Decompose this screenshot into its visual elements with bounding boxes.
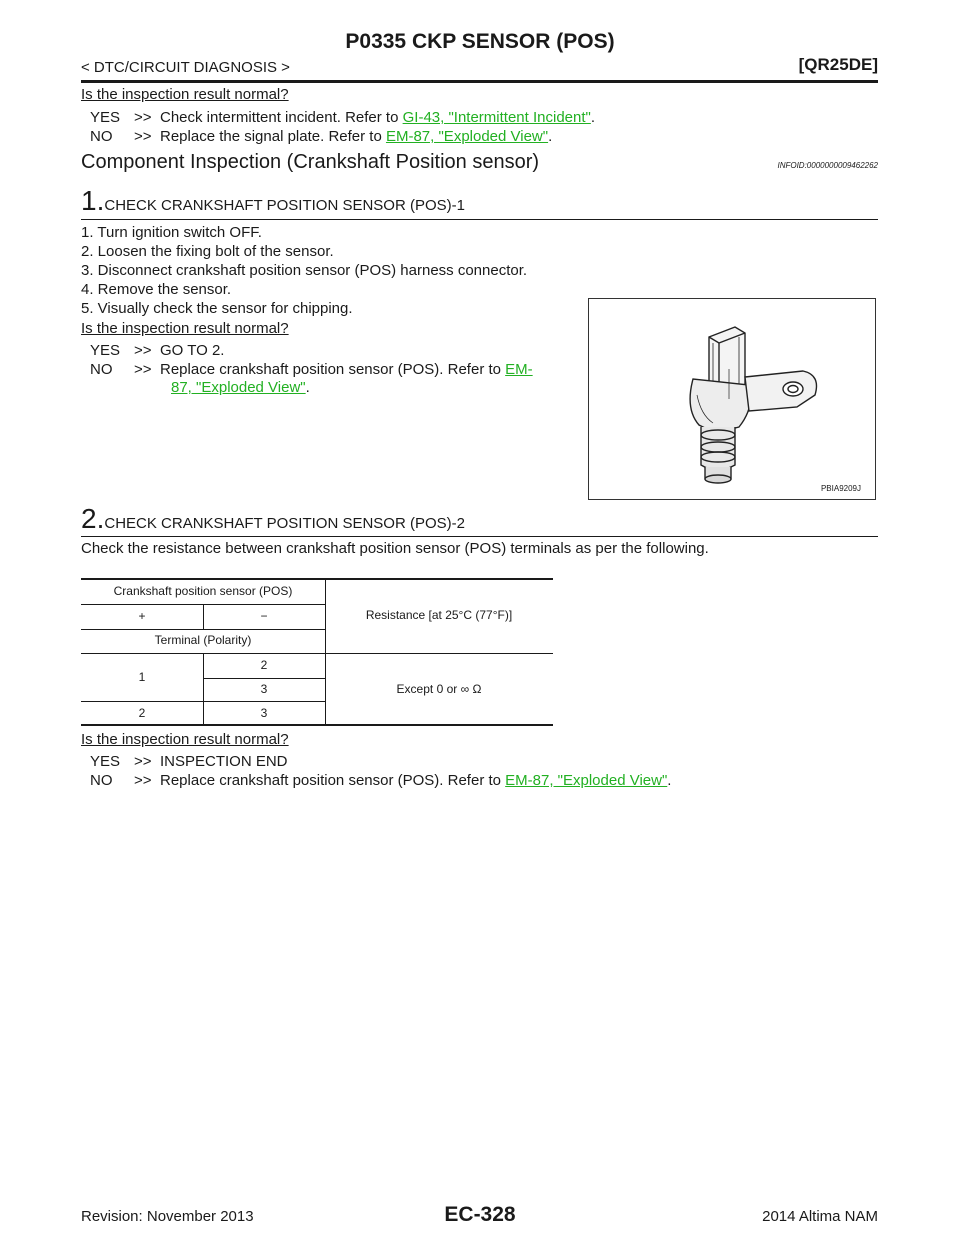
- figure-label: PBIA9209J: [820, 484, 861, 493]
- em-87-link[interactable]: 87, "Exploded View": [171, 379, 306, 396]
- step-number: 1.: [81, 185, 105, 216]
- table-cell-minus: 3: [260, 682, 268, 696]
- step-2-heading: [81, 503, 465, 535]
- step-1-item: 1. Turn ignition switch OFF.: [81, 224, 262, 241]
- breadcrumb: < DTC/CIRCUIT DIAGNOSIS >: [81, 59, 290, 76]
- table-cell-plus: 1: [138, 670, 146, 684]
- period: .: [548, 128, 553, 145]
- resistance-table: [81, 578, 553, 728]
- step-title: CHECK CRANKSHAFT POSITION SENSOR (POS)-2: [104, 515, 465, 532]
- em-87-link[interactable]: EM-87, "Exploded View": [505, 772, 668, 789]
- crankshaft-sensor-illustration: [589, 299, 875, 499]
- table-head-polarity: Terminal (Polarity): [154, 633, 252, 647]
- no-label: NO: [90, 128, 113, 145]
- result-no-line: [90, 128, 552, 145]
- table-head-resistance: Resistance [at 25°C (77°F)]: [365, 608, 513, 622]
- step-1-rule: [81, 219, 878, 220]
- step-1-item: 5. Visually check the sensor for chipping.: [81, 300, 353, 317]
- period: .: [305, 379, 310, 396]
- table-cell-plus: 2: [138, 706, 146, 720]
- footer-revision: Revision: November 2013: [81, 1208, 254, 1225]
- step-title: CHECK CRANKSHAFT POSITION SENSOR (POS)-1: [104, 197, 465, 214]
- step-1-heading: [81, 185, 465, 217]
- arrow: >>: [134, 342, 152, 359]
- step-2-question: Is the inspection result normal?: [81, 731, 289, 748]
- table-head-group: Crankshaft position sensor (POS): [113, 584, 293, 598]
- step-2-yes-line: [90, 753, 288, 770]
- step-2-rule: [81, 536, 878, 537]
- yes-text: GO TO 2.: [160, 342, 225, 359]
- table-cell-minus: 2: [260, 658, 268, 672]
- step-1-no-line: [90, 361, 533, 378]
- em-87-link[interactable]: EM-87, "Exploded View": [385, 128, 549, 145]
- table-cell-resistance: Except 0 or ∞ Ω: [396, 682, 482, 696]
- page-title: P0335 CKP SENSOR (POS): [345, 30, 615, 53]
- yes-label: YES: [90, 753, 121, 770]
- step-2-intro: Check the resistance between crankshaft position sensor (POS) terminals as per the following.: [81, 540, 709, 557]
- no-label: NO: [90, 772, 113, 789]
- arrow: >>: [134, 109, 152, 126]
- info-id: INFOID:0000000009462262: [777, 161, 878, 170]
- table-head-plus: +: [138, 609, 146, 623]
- arrow: >>: [134, 753, 152, 770]
- yes-label: YES: [90, 342, 121, 359]
- step-1-no-cont: [171, 379, 310, 396]
- engine-code: [QR25DE]: [798, 55, 878, 74]
- result-question: Is the inspection result normal?: [81, 86, 289, 103]
- no-text: Replace crankshaft position sensor (POS). Refer to: [160, 361, 506, 378]
- section-title: Component Inspection (Crankshaft Position sensor): [81, 151, 540, 173]
- footer-model: 2014 Altima NAM: [762, 1208, 878, 1225]
- no-text: Replace the signal plate. Refer to: [160, 128, 386, 145]
- sensor-figure: [588, 298, 876, 500]
- period: .: [667, 772, 672, 789]
- arrow: >>: [134, 361, 152, 378]
- em-87-link[interactable]: EM-: [505, 361, 533, 378]
- step-2-no-line: [90, 772, 671, 789]
- step-1-yes-line: [90, 342, 224, 359]
- step-1-item: 2. Loosen the fixing bolt of the sensor.: [81, 243, 334, 260]
- arrow: >>: [134, 772, 152, 789]
- period: .: [590, 109, 596, 126]
- no-label: NO: [90, 361, 113, 378]
- table-cell-minus: 3: [260, 706, 268, 720]
- gi-43-link[interactable]: GI-43, "Intermittent Incident": [402, 109, 591, 126]
- yes-text: INSPECTION END: [160, 753, 288, 770]
- step-number: 2.: [81, 503, 105, 534]
- no-text: Replace crankshaft position sensor (POS). Refer to: [160, 772, 506, 789]
- result-yes-line: [90, 109, 595, 126]
- step-1-question: Is the inspection result normal?: [81, 320, 289, 337]
- header-rule: [81, 80, 878, 83]
- page-number: EC-328: [444, 1203, 516, 1226]
- step-1-item: 4. Remove the sensor.: [81, 281, 232, 298]
- table-head-minus: −: [260, 609, 268, 623]
- yes-label: YES: [90, 109, 121, 126]
- step-1-item: 3. Disconnect crankshaft position sensor (POS) harness connector.: [81, 262, 528, 279]
- yes-text: Check intermittent incident. Refer to: [160, 109, 403, 126]
- arrow: >>: [134, 128, 152, 145]
